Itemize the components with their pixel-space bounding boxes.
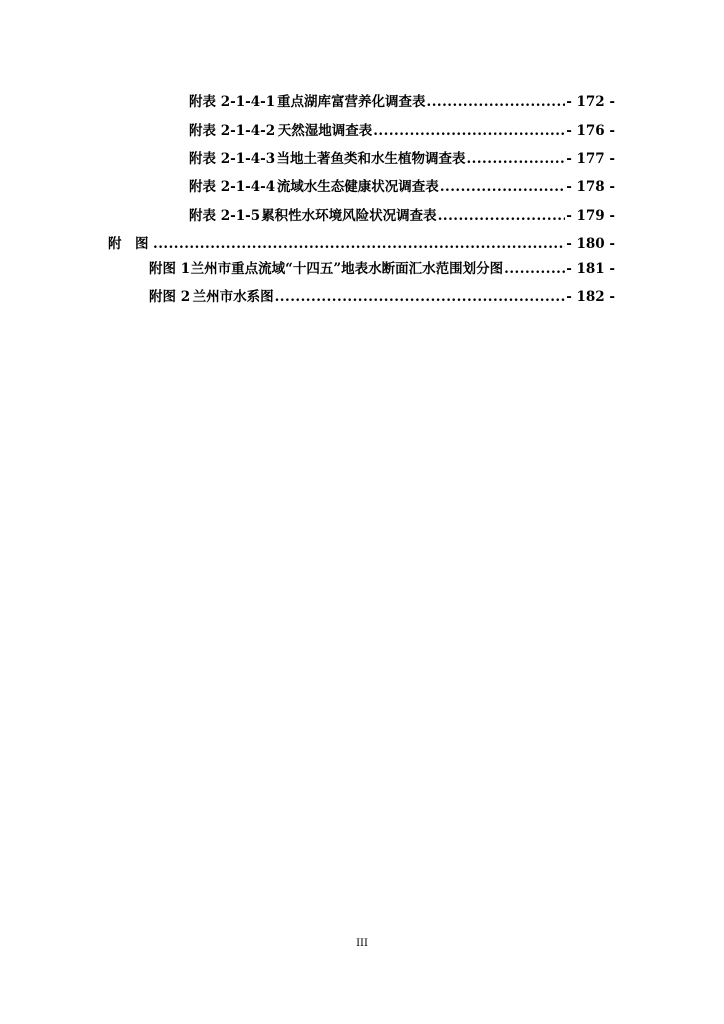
toc-entry[interactable] — [189, 149, 615, 169]
toc-appendix-heading[interactable] — [108, 234, 615, 254]
toc-heading-page: - 180 - — [566, 236, 615, 252]
toc-entry-page: - 179 - — [566, 208, 615, 224]
toc-heading-label: 附 图 — [108, 236, 149, 252]
toc-entry-label: 附表 2-1-4-1 — [189, 94, 276, 110]
toc-dot-leader — [373, 121, 565, 141]
toc-figure-title: 兰州市重点流域“十四五”地表水断面汇水范围划分图 — [190, 261, 504, 277]
toc-entry-title: 累积性水环境风险状况调查表 — [261, 208, 437, 224]
toc-figure-label: 附图 1 — [149, 261, 191, 277]
toc-dot-leader — [275, 287, 566, 307]
toc-entry[interactable] — [189, 206, 615, 226]
toc-entry-label: 附表 2-1-4-2 — [189, 123, 276, 139]
toc-dot-leader — [466, 149, 565, 169]
toc-entry-title: 天然湿地调查表 — [277, 123, 373, 139]
toc-entry-page: - 176 - — [566, 123, 615, 139]
toc-figure-title: 兰州市水系图 — [192, 289, 274, 305]
toc-entry[interactable] — [189, 121, 615, 141]
toc-entry-page: - 172 - — [566, 94, 615, 110]
toc-entry-title: 当地土著鱼类和水生植物调查表 — [276, 151, 466, 167]
toc-entry[interactable] — [189, 177, 615, 197]
toc-entry-page: - 177 - — [566, 151, 615, 167]
toc-entry-label: 附表 2-1-5 — [189, 208, 261, 224]
toc-entry-title: 重点湖库富营养化调查表 — [277, 94, 426, 110]
toc-entry-title: 流域水生态健康状况调查表 — [276, 179, 439, 195]
toc-dot-leader — [427, 92, 566, 112]
toc-entry-label: 附表 2-1-4-3 — [189, 151, 276, 167]
toc-dot-leader — [440, 177, 565, 197]
toc-entry-page: - 178 - — [566, 179, 615, 195]
toc-dot-leader — [438, 206, 566, 226]
toc-figure-entry[interactable] — [149, 259, 615, 279]
toc-figure-entry[interactable] — [149, 287, 615, 307]
page-number: III — [356, 938, 368, 949]
toc-dot-leader — [153, 234, 565, 254]
toc-entry-label: 附表 2-1-4-4 — [189, 179, 276, 195]
toc-figure-page: - 181 - — [566, 261, 615, 277]
toc-figure-page: - 182 - — [566, 289, 615, 305]
toc-dot-leader — [504, 259, 565, 279]
toc-figure-label: 附图 2 — [149, 289, 191, 305]
toc-entry[interactable] — [189, 92, 615, 112]
